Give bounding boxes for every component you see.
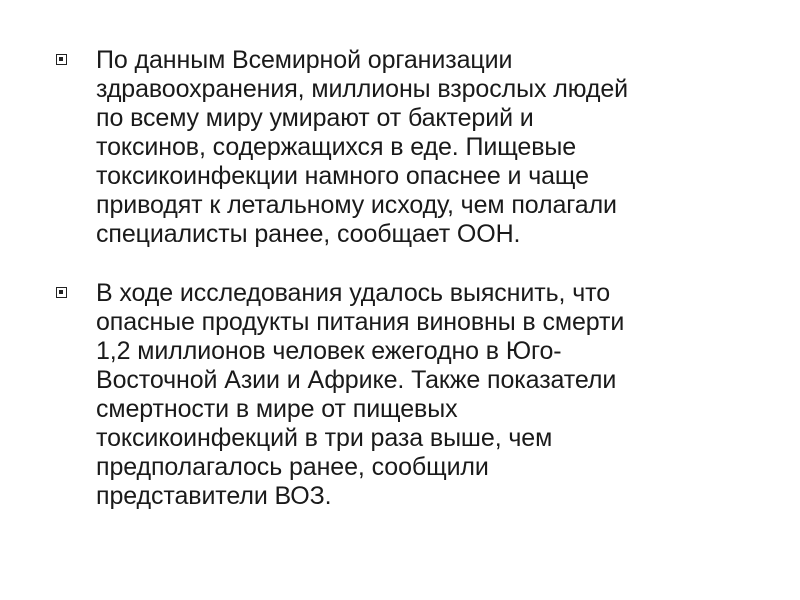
square-bullet-icon	[56, 54, 67, 65]
bullet-item	[52, 46, 772, 249]
bullet-text: В ходе исследования удалось выяснить, что опасные продукты питания виновны в смерти 1,2 миллионов человек ежегодно в Юго- Восточной Азии и Африке. Также показатели смертности в мире от пищевых токсикоинфекций в три раза выше, чем предполагалось ранее, сообщили представители ВОЗ.	[96, 279, 625, 510]
bullet-text: По данным Всемирной организации здравоохранения, миллионы взрослых людей по всему миру умирают от бактерий и токсинов, содержащихся в еде. Пищевые токсикоинфекции намного опаснее и чаще приводят к летальному исходу, чем полагали специалисты ранее, сообщает ООН.	[96, 46, 628, 248]
bullet-list	[52, 46, 772, 511]
bullet-item	[52, 279, 772, 511]
square-bullet-icon	[56, 287, 67, 298]
